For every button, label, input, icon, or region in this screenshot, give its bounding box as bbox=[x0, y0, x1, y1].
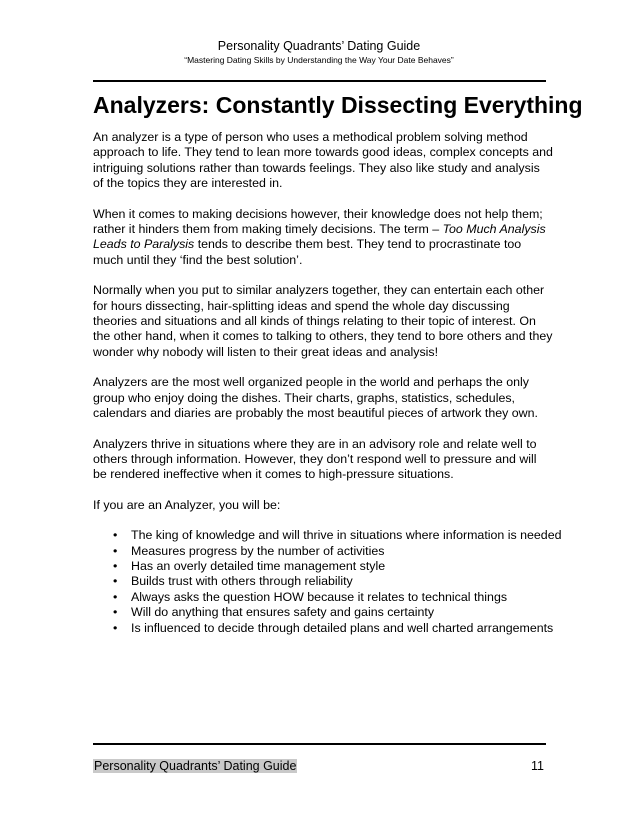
bullet-icon: • bbox=[113, 543, 118, 558]
list-item-text: Has an overly detailed time management style bbox=[131, 558, 386, 573]
list-item-text: Is influenced to decide through detailed plans and well charted arrangements bbox=[131, 620, 554, 635]
page-heading: Analyzers: Constantly Dissecting Everything bbox=[93, 92, 583, 118]
bullet-icon: • bbox=[113, 574, 118, 589]
trait-list bbox=[93, 528, 562, 636]
footer-title: Personality Quadrants’ Dating Guide bbox=[94, 759, 297, 773]
list-item bbox=[93, 605, 553, 620]
list-intro: If you are an Analyzer, you will be: bbox=[93, 497, 281, 512]
list-item bbox=[93, 528, 562, 543]
footer-divider bbox=[93, 743, 546, 745]
bullet-icon: • bbox=[113, 528, 118, 543]
paragraph-situations: Analyzers thrive in situations where they are in an advisory role and relate well to others through information. However, they don’t respond well to pressure and will be rendered ineffective when it comes to high-pressure situations. bbox=[93, 436, 537, 482]
list-item-text: Always asks the question HOW because it relates to technical things bbox=[131, 589, 508, 604]
page-number: 11 bbox=[531, 759, 544, 773]
bullet-icon: • bbox=[113, 605, 118, 620]
paragraph-decisions bbox=[93, 207, 553, 269]
list-item bbox=[93, 544, 553, 559]
paragraph-decisions-italic-term: Too Much Analysis Leads to Paralysis bbox=[93, 222, 546, 252]
header-divider bbox=[93, 80, 546, 82]
header-subtitle: “Mastering Dating Skills by Understanding the Way Your Date Behaves” bbox=[184, 55, 454, 65]
paragraph-decisions-text-end: tends to describe them best. They tend to procrastinate too much until they ‘find the best solution’. bbox=[93, 237, 522, 267]
paragraph-organization: Analyzers are the most well organized people in the world and perhaps the only group who enjoy doing the dishes. Their charts, graphs, statistics, schedules, calendars and diaries are probably the most beautiful pieces of artwork they own. bbox=[93, 375, 538, 421]
bullet-icon: • bbox=[113, 558, 118, 573]
list-item-text: Measures progress by the number of activities bbox=[131, 543, 385, 558]
list-item bbox=[93, 590, 553, 605]
list-item-text: Will do anything that ensures safety and gains certainty bbox=[131, 605, 435, 620]
article-body bbox=[93, 90, 583, 636]
paragraph-definition: An analyzer is a type of person who uses a methodical problem solving method approach to life. They tend to lean more towards good ideas, complex concepts and intriguing solutions rather than towards feelings. They also like study and analysis of the topics they are interested in. bbox=[93, 130, 553, 191]
list-item bbox=[93, 574, 553, 589]
bullet-icon: • bbox=[113, 620, 118, 635]
paragraph-groups: Normally when you put to similar analyzers together, they can entertain each other for hours dissecting, hair-splitting ideas and spend the whole day discussing theories and situations and all kinds of things relating to their topic of interest. On the other hand, when it comes to talking to others, they tend to bore others and they wonder why nobody will listen to their great ideas and analysis! bbox=[93, 283, 553, 359]
header-title: Personality Quadrants’ Dating Guide bbox=[217, 39, 421, 53]
list-item-text: Builds trust with others through reliability bbox=[131, 574, 353, 589]
paragraph-decisions-text-start: When it comes to making decisions however, their knowledge does not help them; rather it hinders them from making timely decisions. The term – bbox=[93, 206, 543, 237]
list-item bbox=[93, 621, 553, 636]
list-item-text: The king of knowledge and will thrive in situations where information is needed bbox=[131, 528, 562, 543]
list-item bbox=[93, 559, 553, 574]
bullet-icon: • bbox=[113, 589, 118, 604]
